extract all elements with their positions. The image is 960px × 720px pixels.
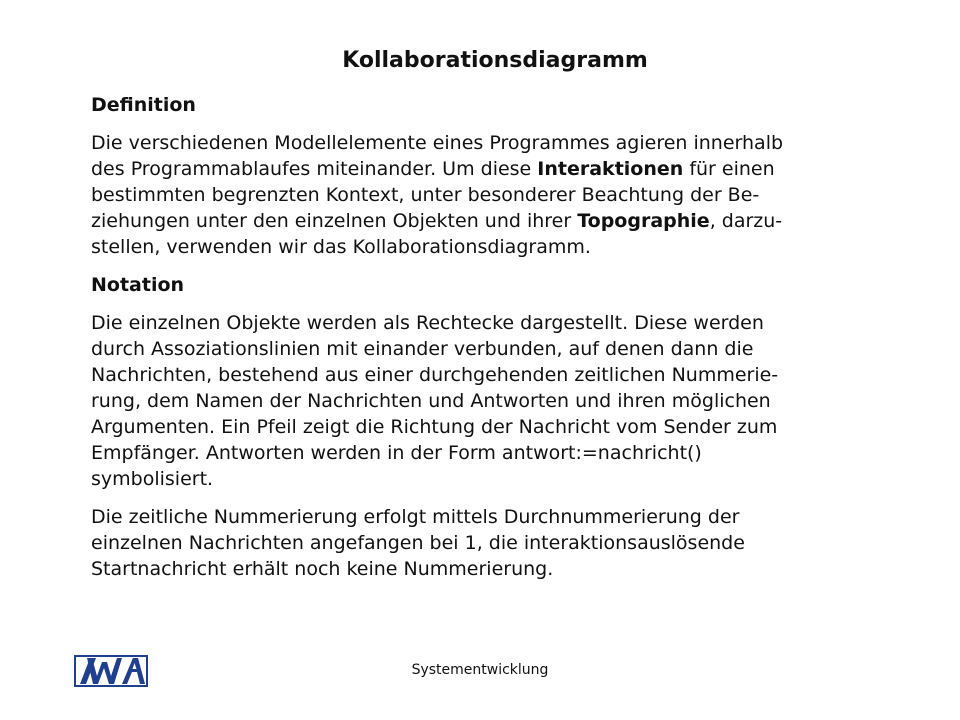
text-line: [91, 414, 881, 440]
section-heading: Notation: [91, 274, 185, 296]
text-segment: durch Assoziationslinien mit einander verbunden, auf denen dann die: [91, 338, 754, 360]
text-line: [91, 504, 881, 530]
text-segment: ziehungen unter den einzelnen Objekten und ihrer: [91, 210, 578, 232]
paragraph: [91, 130, 881, 260]
section-heading: Definition: [91, 94, 196, 116]
text-line: [91, 530, 881, 556]
text-segment: Nachrichten, bestehend aus einer durchgehenden zeitlichen Nummerie-: [91, 364, 779, 386]
text-segment: Die einzelnen Objekte werden als Rechtecke dargestellt. Diese werden: [91, 312, 764, 334]
text-line: [91, 130, 881, 156]
emphasized-term: Topographie: [577, 210, 710, 232]
footer-text: Systementwicklung: [411, 662, 549, 678]
text-line: [91, 310, 881, 336]
emphasized-term: Interaktionen: [537, 158, 684, 180]
paragraph: [91, 310, 881, 492]
text-segment: , darzu-: [709, 210, 783, 232]
text-segment: Die verschiedenen Modellelemente eines Programmes agieren innerhalb: [91, 132, 784, 154]
text-line: [91, 336, 881, 362]
text-segment: symbolisiert.: [91, 468, 214, 490]
page-title: Kollaborationsdiagramm: [342, 48, 648, 73]
text-segment: des Programmablaufes miteinander. Um diese: [91, 158, 538, 180]
text-line: [91, 156, 881, 182]
text-line: [91, 388, 881, 414]
paragraph: [91, 504, 881, 582]
text-segment: Die zeitliche Nummerierung erfolgt mittels Durchnummerierung der: [91, 506, 740, 528]
text-segment: Startnachricht erhält noch keine Nummerierung.: [91, 558, 554, 580]
text-line: [91, 440, 881, 466]
text-line: [91, 556, 881, 582]
text-segment: Argumenten. Ein Pfeil zeigt die Richtung der Nachricht vom Sender zum: [91, 416, 778, 438]
text-segment: Empfänger. Antworten werden in der Form antwort:=nachricht(): [91, 442, 702, 464]
document-body: [91, 92, 881, 594]
text-segment: für einen: [683, 158, 775, 180]
text-line: [91, 234, 881, 260]
text-segment: einzelnen Nachrichten angefangen bei 1, die interaktionsauslösende: [91, 532, 745, 554]
text-line: [91, 208, 881, 234]
text-segment: bestimmten begrenzten Kontext, unter besonderer Beachtung der Be-: [91, 184, 760, 206]
text-segment: stellen, verwenden wir das Kollaborationsdiagramm.: [91, 236, 591, 258]
text-line: [91, 182, 881, 208]
text-line: [91, 466, 881, 492]
text-line: [91, 362, 881, 388]
text-segment: rung, dem Namen der Nachrichten und Antworten und ihren möglichen: [91, 390, 771, 412]
